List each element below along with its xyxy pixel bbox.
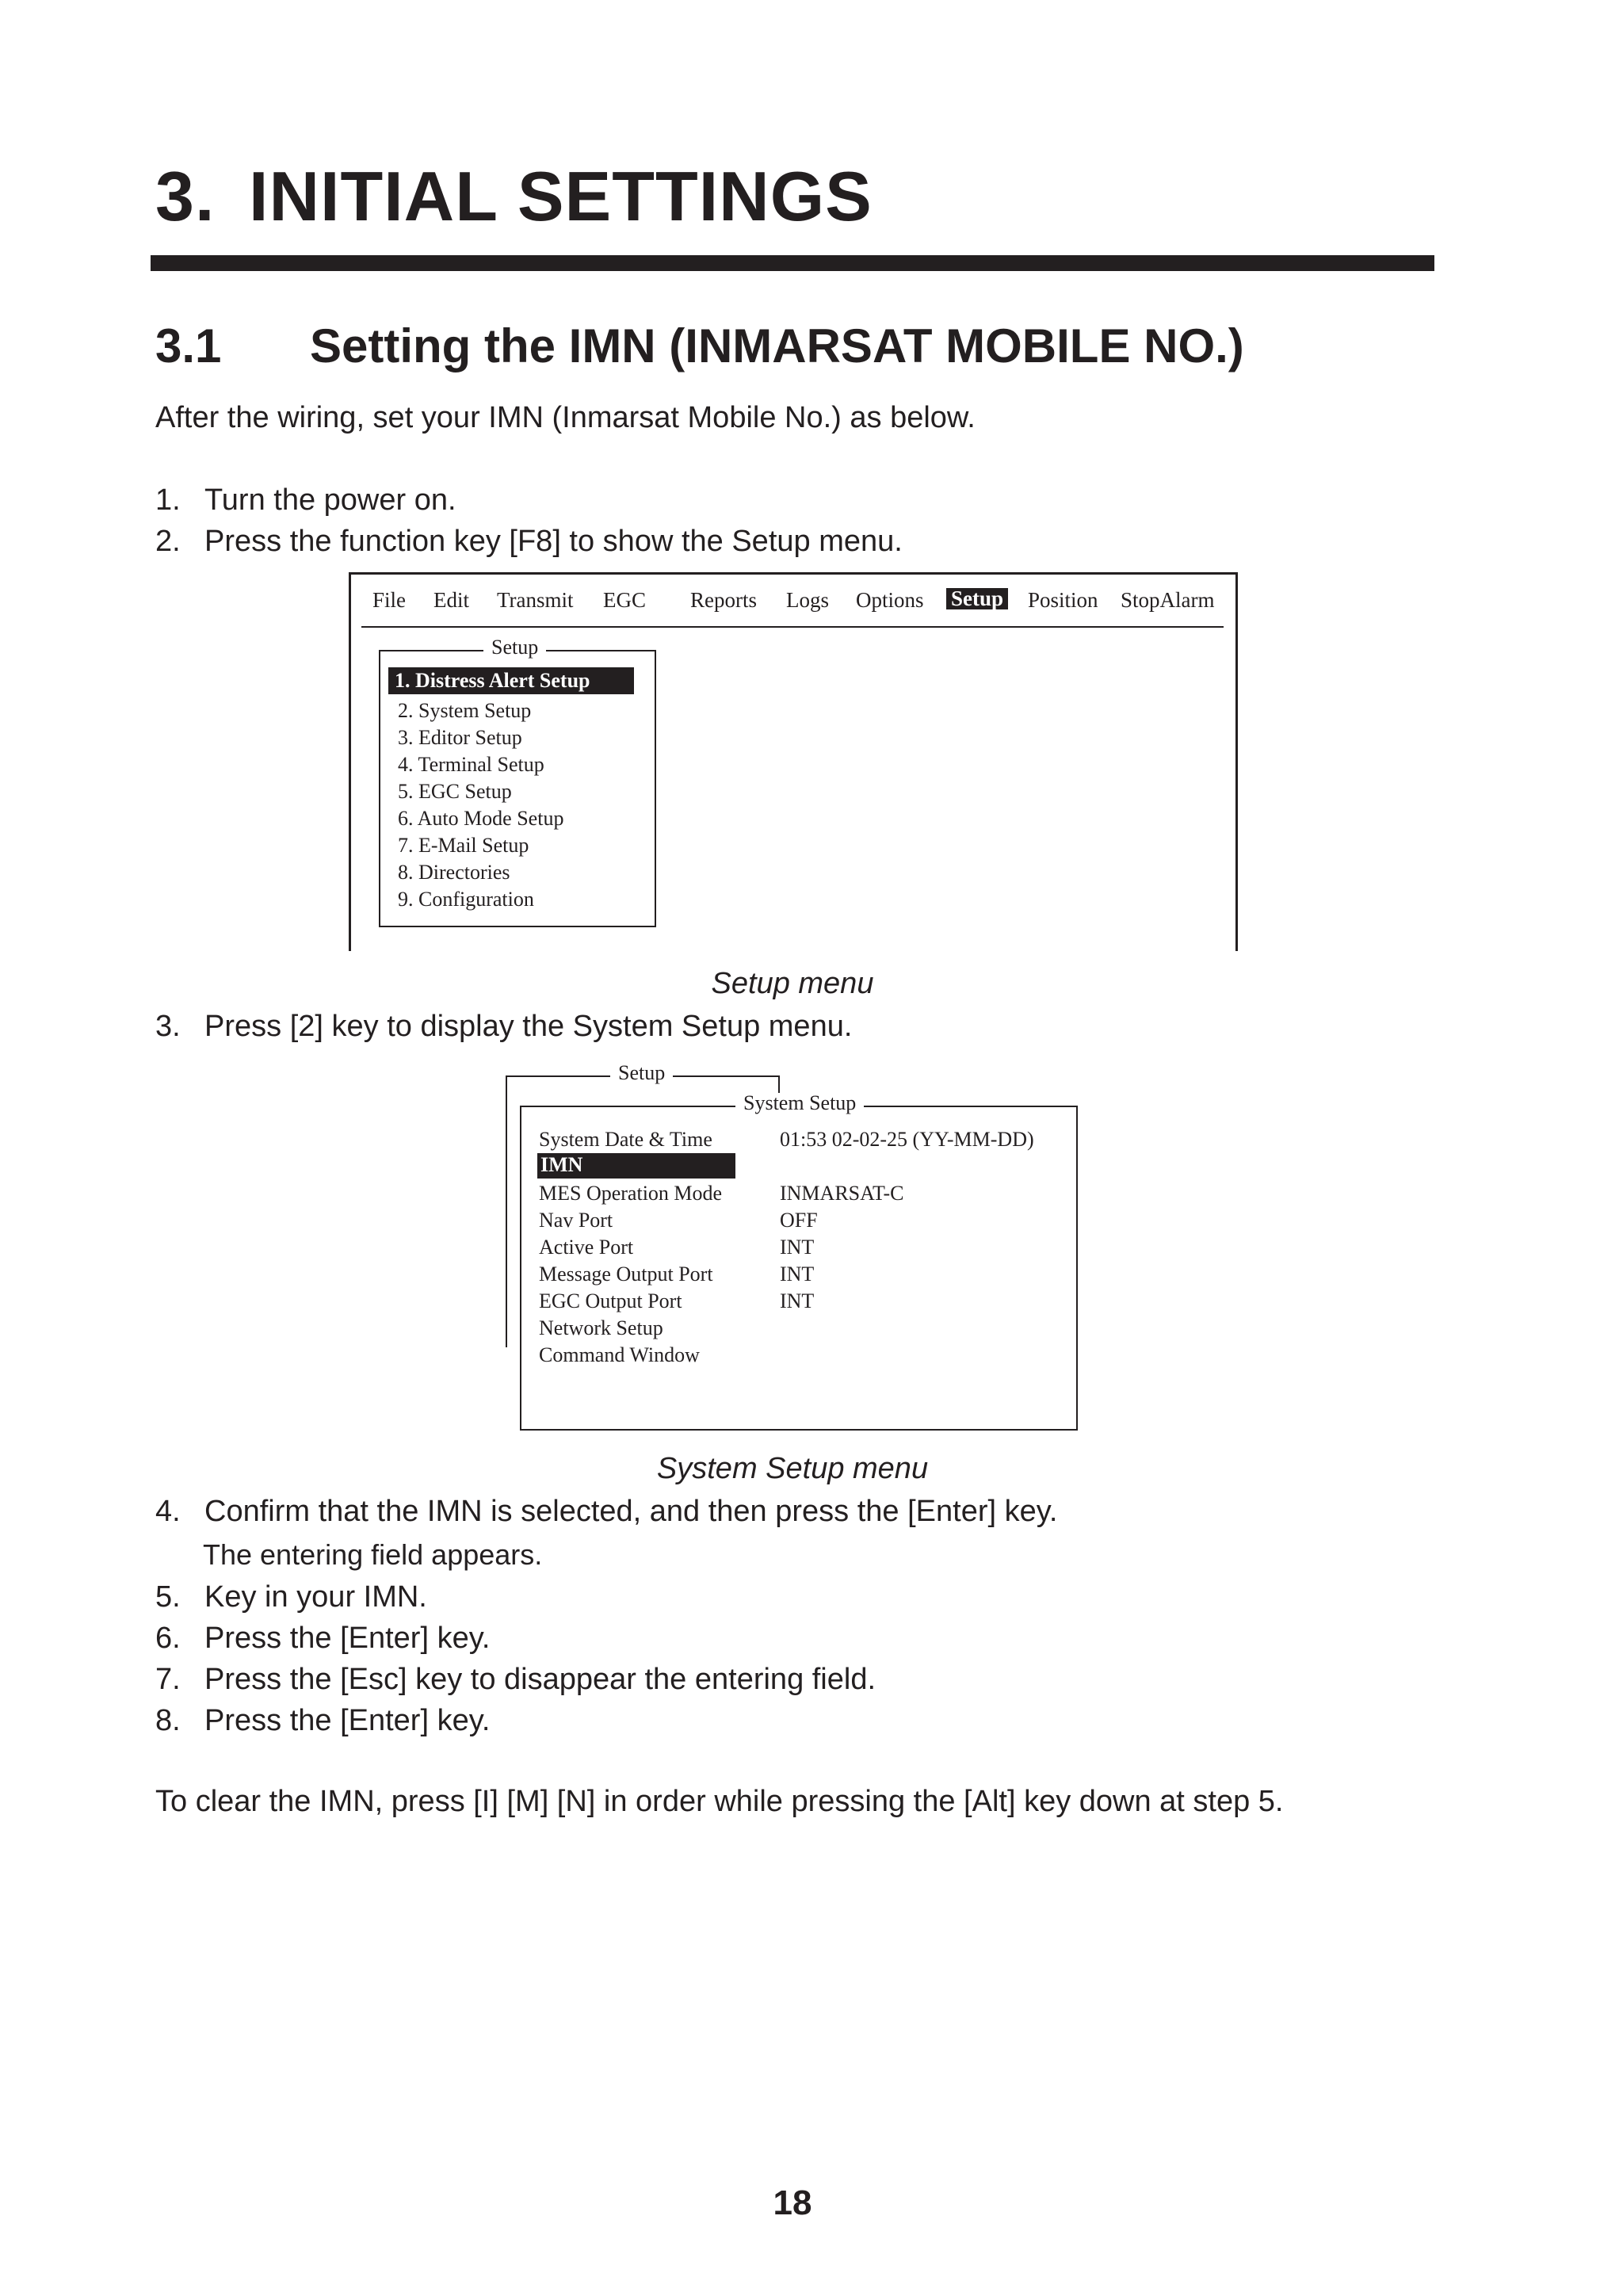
menu-edit[interactable]: Edit [433,588,469,612]
row-value-message-output-port: INT [780,1263,815,1286]
figure1-caption: Setup menu [711,967,874,1000]
setup-item-9[interactable]: 9. Configuration [398,888,534,911]
row-label-network-setup[interactable]: Network Setup [539,1316,663,1339]
row-label-mes-mode[interactable]: MES Operation Mode [539,1182,723,1205]
closing-note: To clear the IMN, press [I] [M] [N] in order while pressing the [Alt] key down at step 5. [155,1785,1284,1818]
row-value-date-time: 01:53 02-02-25 (YY-MM-DD) [780,1128,1034,1151]
setup-menu-panel [379,636,656,927]
menu-bar-divider [361,626,1224,628]
menu-setup[interactable]: Setup [946,588,1008,609]
row-label-command-window[interactable]: Command Window [539,1343,700,1366]
menu-logs[interactable]: Logs [786,588,829,612]
menu-egc[interactable]: EGC [603,588,646,612]
setup-behind-title: Setup [610,1063,673,1083]
setup-menu-title: Setup [483,637,546,658]
row-value-mes-mode: INMARSAT-C [780,1182,904,1205]
chapter-number: 3. [155,157,216,235]
row-value-nav-port: OFF [780,1209,818,1232]
figure2-caption: System Setup menu [656,1452,929,1485]
row-value-active-port: INT [780,1236,815,1259]
chapter-title [155,157,873,235]
page-number: 18 [773,2183,812,2222]
step-4-note: The entering field appears. [203,1538,543,1571]
section-title-text: Setting the IMN (INMARSAT MOBILE NO.) [310,319,1244,372]
setup-item-4[interactable]: 4. Terminal Setup [398,753,544,776]
chapter-title-text: INITIAL SETTINGS [249,157,873,235]
system-setup-title: System Setup [735,1093,864,1114]
step-2: 2. Press the function key [F8] to show the Setup menu. [155,525,903,558]
step-5: 5. Key in your IMN. [155,1580,427,1614]
row-label-egc-output-port[interactable]: EGC Output Port [539,1289,682,1312]
row-label-date-time[interactable]: System Date & Time [539,1128,712,1151]
step-1: 1. Turn the power on. [155,483,456,517]
step-6: 6. Press the [Enter] key. [155,1622,491,1655]
step-7: 7. Press the [Esc] key to disappear the entering field. [155,1663,876,1696]
setup-item-5[interactable]: 5. EGC Setup [398,780,512,803]
system-setup-panel [520,1091,1078,1431]
step-3: 3. Press [2] key to display the System Setup menu. [155,1010,853,1043]
menu-options[interactable]: Options [856,588,924,612]
chapter-rule [151,255,1434,271]
row-label-nav-port[interactable]: Nav Port [539,1209,613,1232]
menu-reports[interactable]: Reports [690,588,757,612]
section-title [155,319,1244,372]
menu-file[interactable]: File [372,588,407,612]
menu-transmit[interactable]: Transmit [497,588,574,612]
menu-position[interactable]: Position [1028,588,1098,612]
setup-item-8[interactable]: 8. Directories [398,861,510,884]
row-value-egc-output-port: INT [780,1289,815,1312]
setup-item-7[interactable]: 7. E-Mail Setup [398,834,529,857]
setup-item-2[interactable]: 2. System Setup [398,699,532,722]
step-4: 4. Confirm that the IMN is selected, and then press the [Enter] key. [155,1495,1058,1528]
row-label-message-output-port[interactable]: Message Output Port [539,1263,713,1286]
section-number: 3.1 [155,319,222,372]
setup-item-3[interactable]: 3. Editor Setup [398,726,522,749]
setup-item-6[interactable]: 6. Auto Mode Setup [398,807,564,830]
setup-item-1[interactable]: 1. Distress Alert Setup [388,667,634,694]
intro-text: After the wiring, set your IMN (Inmarsat Mobile No.) as below. [155,401,976,434]
row-label-active-port[interactable]: Active Port [539,1236,634,1259]
row-label-imn[interactable]: IMN [537,1153,735,1179]
step-8: 8. Press the [Enter] key. [155,1704,491,1737]
menu-stopalarm[interactable]: StopAlarm [1121,588,1215,612]
